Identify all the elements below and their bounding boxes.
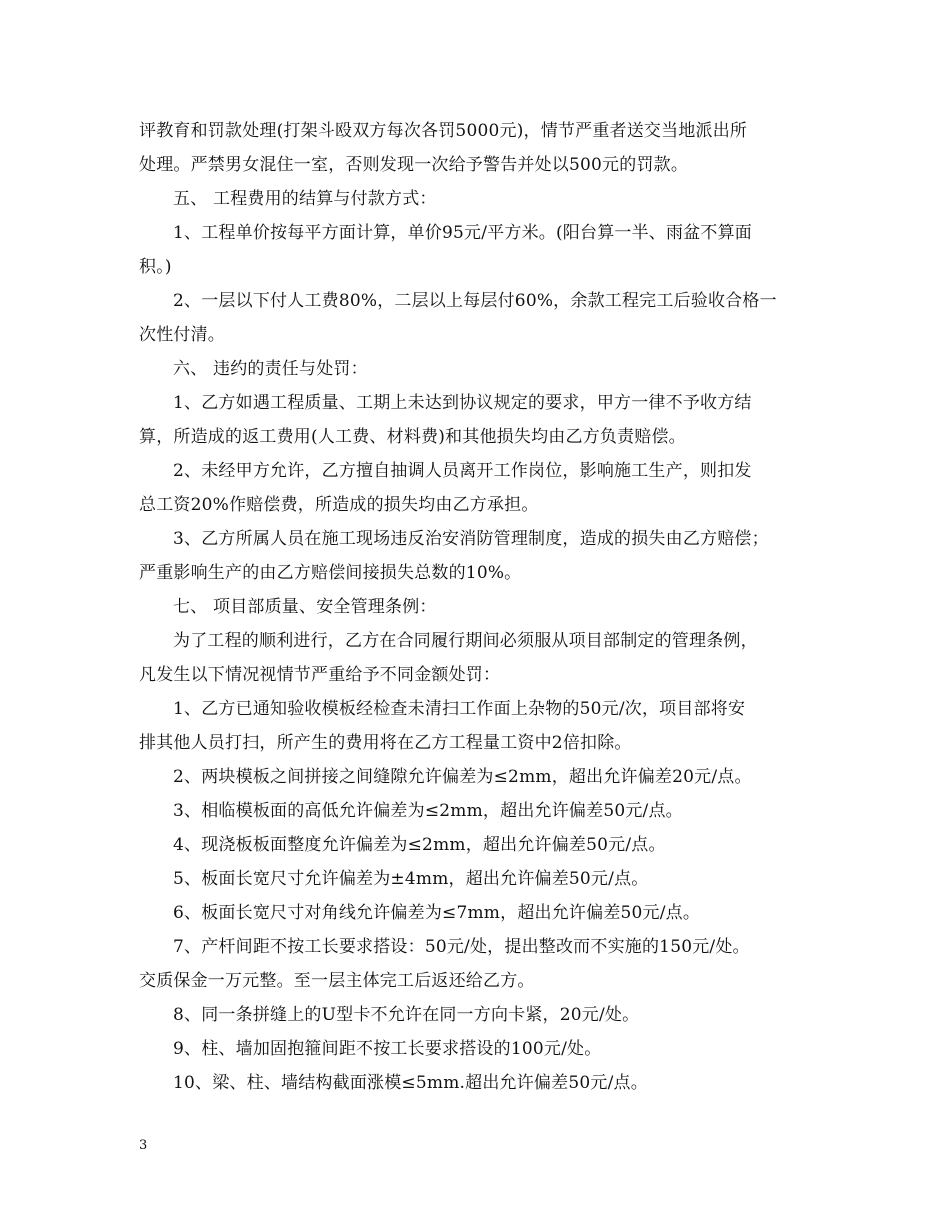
text-line: 1、工程单价按每平方面计算，单价95元/平方米。(阳台算一半、雨盆不算面 <box>173 223 753 243</box>
text-line: 2、两块模板之间拼接之间缝隙允许偏差为≤2mm，超出允许偏差20元/点。 <box>173 767 752 787</box>
text-line: 10、梁、柱、墙结构截面涨模≤5mm.超出允许偏差50元/点。 <box>173 1073 648 1093</box>
text-line: 凡发生以下情况视情节严重给予不同金额处罚： <box>139 665 501 685</box>
text-line: 2、未经甲方允许，乙方擅自抽调人员离开工作岗位，影响施工生产，则扣发 <box>173 461 752 481</box>
text-line: 1、乙方如遇工程质量、工期上未达到协议规定的要求，甲方一律不予收方结 <box>173 393 752 413</box>
text-line: 次性付清。 <box>139 325 225 345</box>
text-line: 3、乙方所属人员在施工现场违反治安消防管理制度，造成的损失由乙方赔偿； <box>173 529 769 549</box>
section-heading-five: 五、 工程费用的结算与付款方式： <box>173 189 437 209</box>
text-line: 算，所造成的返工费用(人工费、材料费)和其他损失均由乙方负责赔偿。 <box>139 427 686 447</box>
section-heading-seven: 七、 项目部质量、安全管理条例： <box>173 597 437 617</box>
text-line: 排其他人员打扫，所产生的费用将在乙方工程量工资中2倍扣除。 <box>139 733 632 753</box>
text-line: 4、现浇板板面整度允许偏差为≤2mm，超出允许偏差50元/点。 <box>173 835 666 855</box>
text-line: 积。) <box>139 257 172 277</box>
document-body <box>139 114 811 1100</box>
text-line: 总工资20%作赔偿费，所造成的损失均由乙方承担。 <box>139 495 539 515</box>
text-line: 处理。严禁男女混住一室，否则发现一次给予警告并处以500元的罚款。 <box>139 155 689 175</box>
text-line: 8、同一条拼缝上的U型卡不允许在同一方向卡紧，20元/处。 <box>173 1005 640 1025</box>
text-line: 6、板面长宽尺寸对角线允许偏差为≤7mm，超出允许偏差50元/点。 <box>173 903 701 923</box>
section-heading-six: 六、 违约的责任与处罚： <box>173 359 368 379</box>
text-line: 评教育和罚款处理(打架斗殴双方每次各罚5000元)，情节严重者送交当地派出所 <box>139 121 748 141</box>
text-line: 7、产杆间距不按工长要求搭设：50元/处，提出整改而不实施的150元/处。 <box>173 937 750 957</box>
text-line: 1、乙方已通知验收模板经检查未清扫工作面上杂物的50元/次，项目部将安 <box>173 699 746 719</box>
text-line: 5、板面长宽尺寸允许偏差为±4mm，超出允许偏差50元/点。 <box>173 869 649 889</box>
text-line: 2、一层以下付人工费80%，二层以上每层付60%，余款工程完工后验收合格一 <box>173 291 777 311</box>
text-line: 交质保金一万元整。至一层主体完工后返还给乙方。 <box>139 971 535 991</box>
text-line: 3、相临模板面的高低允许偏差为≤2mm，超出允许偏差50元/点。 <box>173 801 683 821</box>
text-line: 严重影响生产的由乙方赔偿间接损失总数的10%。 <box>139 563 522 583</box>
text-line: 为了工程的顺利进行，乙方在合同履行期间必须服从项目部制定的管理条例， <box>173 631 758 651</box>
text-line: 9、柱、墙加固抱箍间距不按工长要求搭设的100元/处。 <box>173 1039 602 1059</box>
page-number: 3 <box>139 1138 148 1153</box>
